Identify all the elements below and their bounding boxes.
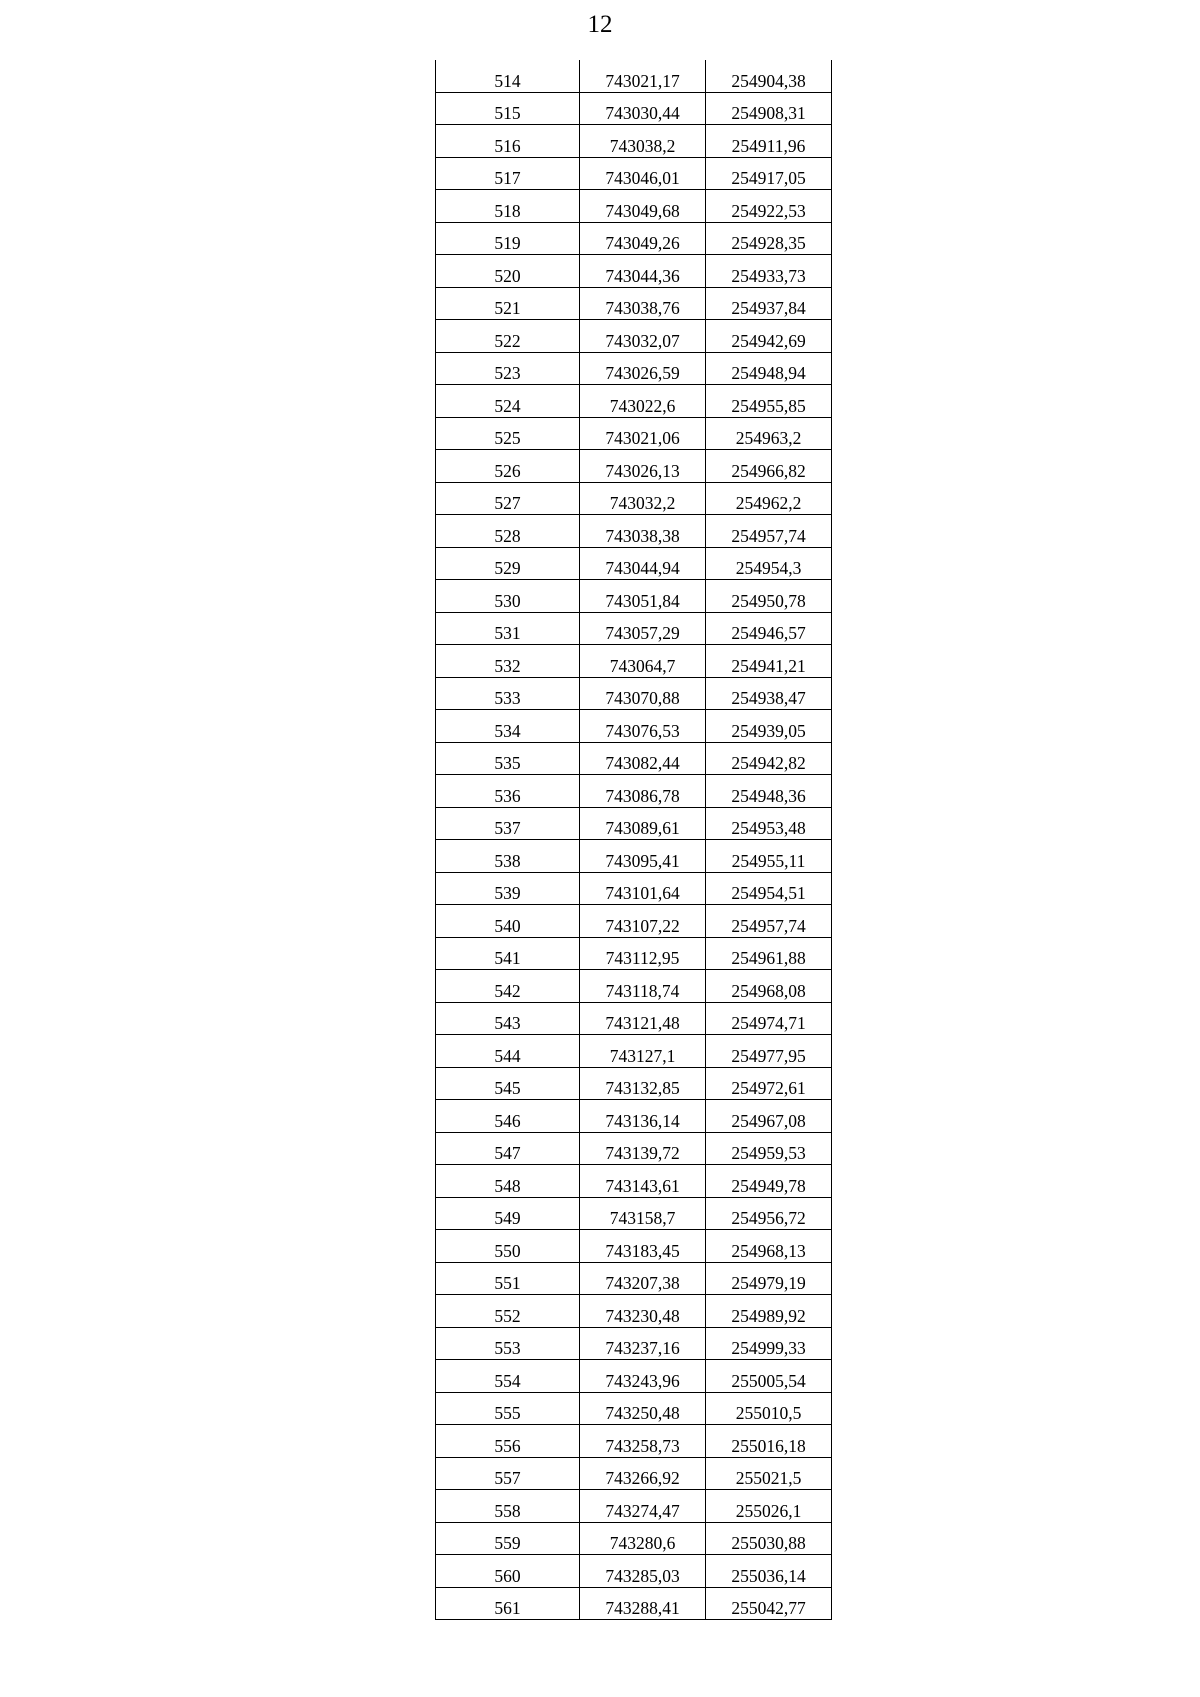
point-number-cell: 541 (436, 937, 580, 970)
y-coordinate-cell: 255005,54 (706, 1360, 832, 1393)
point-number-cell: 525 (436, 417, 580, 450)
x-coordinate-cell: 743127,1 (580, 1035, 706, 1068)
table-row (436, 1295, 832, 1328)
table-row (436, 417, 832, 450)
y-coordinate-cell: 254939,05 (706, 710, 832, 743)
point-number-cell: 524 (436, 385, 580, 418)
point-number-cell: 518 (436, 190, 580, 223)
y-coordinate-cell: 255016,18 (706, 1425, 832, 1458)
y-coordinate-cell: 254999,33 (706, 1327, 832, 1360)
x-coordinate-cell: 743107,22 (580, 905, 706, 938)
y-coordinate-cell: 254956,72 (706, 1197, 832, 1230)
table-row (436, 840, 832, 873)
y-coordinate-cell: 254941,21 (706, 645, 832, 678)
x-coordinate-cell: 743032,2 (580, 482, 706, 515)
table-row (436, 1425, 832, 1458)
table-row (436, 677, 832, 710)
y-coordinate-cell: 254955,11 (706, 840, 832, 873)
y-coordinate-cell: 254911,96 (706, 125, 832, 158)
table-row (436, 1067, 832, 1100)
table-row (436, 482, 832, 515)
table-row (436, 937, 832, 970)
table-row (436, 612, 832, 645)
point-number-cell: 537 (436, 807, 580, 840)
x-coordinate-cell: 743076,53 (580, 710, 706, 743)
table-row (436, 125, 832, 158)
x-coordinate-cell: 743086,78 (580, 775, 706, 808)
point-number-cell: 517 (436, 157, 580, 190)
table-row (436, 905, 832, 938)
table-row (436, 1392, 832, 1425)
x-coordinate-cell: 743136,14 (580, 1100, 706, 1133)
x-coordinate-cell: 743070,88 (580, 677, 706, 710)
point-number-cell: 520 (436, 255, 580, 288)
x-coordinate-cell: 743143,61 (580, 1165, 706, 1198)
point-number-cell: 516 (436, 125, 580, 158)
y-coordinate-cell: 254962,2 (706, 482, 832, 515)
x-coordinate-cell: 743158,7 (580, 1197, 706, 1230)
table-row (436, 970, 832, 1003)
point-number-cell: 533 (436, 677, 580, 710)
x-coordinate-cell: 743112,95 (580, 937, 706, 970)
table-row (436, 1132, 832, 1165)
table-row (436, 1327, 832, 1360)
y-coordinate-cell: 254950,78 (706, 580, 832, 613)
table-row (436, 645, 832, 678)
table-row (436, 1360, 832, 1393)
table-row (436, 1262, 832, 1295)
point-number-cell: 539 (436, 872, 580, 905)
y-coordinate-cell: 254961,88 (706, 937, 832, 970)
x-coordinate-cell: 743139,72 (580, 1132, 706, 1165)
coordinates-table-body (436, 60, 832, 1620)
page-number: 12 (587, 11, 613, 38)
y-coordinate-cell: 254989,92 (706, 1295, 832, 1328)
y-coordinate-cell: 254974,71 (706, 1002, 832, 1035)
x-coordinate-cell: 743274,47 (580, 1490, 706, 1523)
point-number-cell: 519 (436, 222, 580, 255)
x-coordinate-cell: 743038,38 (580, 515, 706, 548)
table-row (436, 385, 832, 418)
point-number-cell: 550 (436, 1230, 580, 1263)
point-number-cell: 515 (436, 92, 580, 125)
y-coordinate-cell: 254957,74 (706, 515, 832, 548)
x-coordinate-cell: 743118,74 (580, 970, 706, 1003)
point-number-cell: 558 (436, 1490, 580, 1523)
point-number-cell: 554 (436, 1360, 580, 1393)
y-coordinate-cell: 254953,48 (706, 807, 832, 840)
point-number-cell: 523 (436, 352, 580, 385)
point-number-cell: 532 (436, 645, 580, 678)
point-number-cell: 557 (436, 1457, 580, 1490)
y-coordinate-cell: 254917,05 (706, 157, 832, 190)
x-coordinate-cell: 743022,6 (580, 385, 706, 418)
y-coordinate-cell: 254968,13 (706, 1230, 832, 1263)
y-coordinate-cell: 255026,1 (706, 1490, 832, 1523)
table-row (436, 1522, 832, 1555)
table-row (436, 1555, 832, 1588)
table-row (436, 60, 832, 92)
y-coordinate-cell: 254922,53 (706, 190, 832, 223)
point-number-cell: 543 (436, 1002, 580, 1035)
x-coordinate-cell: 743183,45 (580, 1230, 706, 1263)
point-number-cell: 556 (436, 1425, 580, 1458)
x-coordinate-cell: 743250,48 (580, 1392, 706, 1425)
point-number-cell: 559 (436, 1522, 580, 1555)
table-row (436, 547, 832, 580)
y-coordinate-cell: 254968,08 (706, 970, 832, 1003)
table-row (436, 742, 832, 775)
x-coordinate-cell: 743051,84 (580, 580, 706, 613)
y-coordinate-cell: 254954,51 (706, 872, 832, 905)
x-coordinate-cell: 743243,96 (580, 1360, 706, 1393)
table-row (436, 1035, 832, 1068)
x-coordinate-cell: 743046,01 (580, 157, 706, 190)
table-row (436, 320, 832, 353)
point-number-cell: 530 (436, 580, 580, 613)
x-coordinate-cell: 743032,07 (580, 320, 706, 353)
point-number-cell: 528 (436, 515, 580, 548)
x-coordinate-cell: 743230,48 (580, 1295, 706, 1328)
table-row (436, 157, 832, 190)
point-number-cell: 546 (436, 1100, 580, 1133)
table-row (436, 1230, 832, 1263)
point-number-cell: 547 (436, 1132, 580, 1165)
table-row (436, 1587, 832, 1620)
table-row (436, 222, 832, 255)
y-coordinate-cell: 254955,85 (706, 385, 832, 418)
table-row (436, 807, 832, 840)
y-coordinate-cell: 255030,88 (706, 1522, 832, 1555)
table-row (436, 1457, 832, 1490)
y-coordinate-cell: 254959,53 (706, 1132, 832, 1165)
table-row (436, 450, 832, 483)
point-number-cell: 549 (436, 1197, 580, 1230)
y-coordinate-cell: 254967,08 (706, 1100, 832, 1133)
y-coordinate-cell: 254977,95 (706, 1035, 832, 1068)
y-coordinate-cell: 254949,78 (706, 1165, 832, 1198)
point-number-cell: 538 (436, 840, 580, 873)
point-number-cell: 561 (436, 1587, 580, 1620)
x-coordinate-cell: 743095,41 (580, 840, 706, 873)
table-row (436, 580, 832, 613)
y-coordinate-cell: 254957,74 (706, 905, 832, 938)
table-row (436, 872, 832, 905)
x-coordinate-cell: 743121,48 (580, 1002, 706, 1035)
point-number-cell: 540 (436, 905, 580, 938)
table-row (436, 190, 832, 223)
point-number-cell: 531 (436, 612, 580, 645)
y-coordinate-cell: 254908,31 (706, 92, 832, 125)
x-coordinate-cell: 743207,38 (580, 1262, 706, 1295)
point-number-cell: 535 (436, 742, 580, 775)
x-coordinate-cell: 743044,36 (580, 255, 706, 288)
y-coordinate-cell: 255036,14 (706, 1555, 832, 1588)
y-coordinate-cell: 254948,94 (706, 352, 832, 385)
x-coordinate-cell: 743280,6 (580, 1522, 706, 1555)
y-coordinate-cell: 254979,19 (706, 1262, 832, 1295)
point-number-cell: 545 (436, 1067, 580, 1100)
y-coordinate-cell: 254942,82 (706, 742, 832, 775)
table-row (436, 775, 832, 808)
x-coordinate-cell: 743258,73 (580, 1425, 706, 1458)
coordinates-table (435, 60, 832, 1620)
table-row (436, 1197, 832, 1230)
point-number-cell: 548 (436, 1165, 580, 1198)
point-number-cell: 526 (436, 450, 580, 483)
x-coordinate-cell: 743049,68 (580, 190, 706, 223)
point-number-cell: 544 (436, 1035, 580, 1068)
point-number-cell: 542 (436, 970, 580, 1003)
y-coordinate-cell: 255010,5 (706, 1392, 832, 1425)
table-row (436, 1100, 832, 1133)
table-row (436, 1165, 832, 1198)
table-row (436, 515, 832, 548)
table-row (436, 710, 832, 743)
y-coordinate-cell: 255021,5 (706, 1457, 832, 1490)
table-row (436, 287, 832, 320)
x-coordinate-cell: 743021,06 (580, 417, 706, 450)
table-row (436, 92, 832, 125)
y-coordinate-cell: 254942,69 (706, 320, 832, 353)
x-coordinate-cell: 743101,64 (580, 872, 706, 905)
point-number-cell: 536 (436, 775, 580, 808)
table-row (436, 255, 832, 288)
x-coordinate-cell: 743021,17 (580, 60, 706, 92)
point-number-cell: 560 (436, 1555, 580, 1588)
x-coordinate-cell: 743266,92 (580, 1457, 706, 1490)
point-number-cell: 553 (436, 1327, 580, 1360)
y-coordinate-cell: 254963,2 (706, 417, 832, 450)
x-coordinate-cell: 743026,59 (580, 352, 706, 385)
point-number-cell: 521 (436, 287, 580, 320)
table-row (436, 352, 832, 385)
table-row (436, 1002, 832, 1035)
y-coordinate-cell: 254946,57 (706, 612, 832, 645)
y-coordinate-cell: 254966,82 (706, 450, 832, 483)
x-coordinate-cell: 743082,44 (580, 742, 706, 775)
y-coordinate-cell: 254937,84 (706, 287, 832, 320)
x-coordinate-cell: 743064,7 (580, 645, 706, 678)
point-number-cell: 514 (436, 60, 580, 92)
x-coordinate-cell: 743237,16 (580, 1327, 706, 1360)
y-coordinate-cell: 255042,77 (706, 1587, 832, 1620)
point-number-cell: 552 (436, 1295, 580, 1328)
y-coordinate-cell: 254904,38 (706, 60, 832, 92)
x-coordinate-cell: 743089,61 (580, 807, 706, 840)
x-coordinate-cell: 743132,85 (580, 1067, 706, 1100)
point-number-cell: 522 (436, 320, 580, 353)
y-coordinate-cell: 254933,73 (706, 255, 832, 288)
x-coordinate-cell: 743026,13 (580, 450, 706, 483)
point-number-cell: 534 (436, 710, 580, 743)
point-number-cell: 529 (436, 547, 580, 580)
y-coordinate-cell: 254948,36 (706, 775, 832, 808)
x-coordinate-cell: 743030,44 (580, 92, 706, 125)
y-coordinate-cell: 254938,47 (706, 677, 832, 710)
x-coordinate-cell: 743038,76 (580, 287, 706, 320)
x-coordinate-cell: 743038,2 (580, 125, 706, 158)
y-coordinate-cell: 254928,35 (706, 222, 832, 255)
point-number-cell: 551 (436, 1262, 580, 1295)
x-coordinate-cell: 743057,29 (580, 612, 706, 645)
point-number-cell: 555 (436, 1392, 580, 1425)
point-number-cell: 527 (436, 482, 580, 515)
y-coordinate-cell: 254972,61 (706, 1067, 832, 1100)
y-coordinate-cell: 254954,3 (706, 547, 832, 580)
x-coordinate-cell: 743044,94 (580, 547, 706, 580)
x-coordinate-cell: 743288,41 (580, 1587, 706, 1620)
table-row (436, 1490, 832, 1523)
x-coordinate-cell: 743285,03 (580, 1555, 706, 1588)
x-coordinate-cell: 743049,26 (580, 222, 706, 255)
